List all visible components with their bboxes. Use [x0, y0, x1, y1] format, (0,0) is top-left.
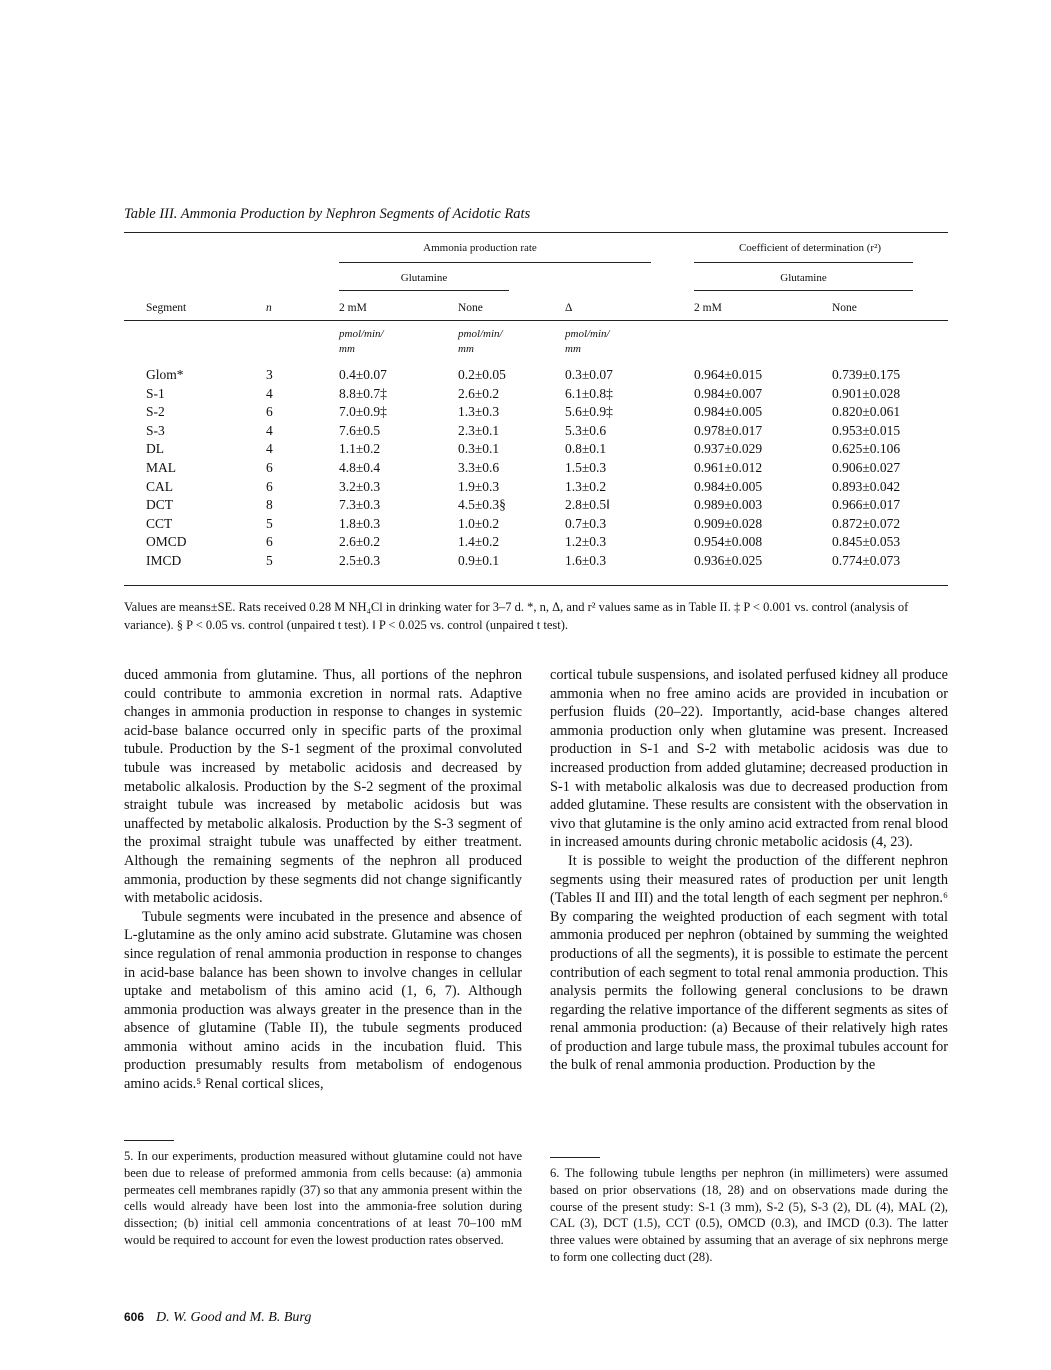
table-cell: 0.3±0.07: [565, 367, 613, 382]
table-cell: CCT: [146, 515, 173, 531]
paragraph: It is possible to weight the production of the different nephron segments using their measured rates of production per unit length (Tables II and III) and the total length of each segment per nephron.⁶ By comparing the weighted production of each segment with total ammonia produced per nephron (obtained by summing the weighted productions of all the segments), it is possible to estimate the percent contribution of each segment to total renal ammonia production. This analysis permits the following general conclusions to be drawn regarding the relative importance of the different segments as sites of renal ammonia production: (a) Because of their relatively high rates of production and large tubule mass, the proximal tubules account for the bulk of renal ammonia production. Production by the: [550, 852, 948, 1074]
paragraph: Tubule segments were incubated in the presence and absence of L-glutamine as the only amino acid substrate. Glutamine was chosen since regulation of renal ammonia production in response to changes in acid-base balance has been shown to involve changes in cellular uptake and metabolism of this amino acid (1, 6, 7). Although ammonia production was always greater in the presence than in the absence of glutamine (Table II), the tubule segments produced ammonia without amino acids in the incubation fluid. This production presumably results from metabolism of endogenous amino acids.⁵ Renal cortical slices,: [124, 908, 522, 1093]
table-cell: 7.6±0.5: [339, 422, 381, 438]
footnote-rule: [550, 1157, 600, 1158]
rule: [339, 290, 509, 291]
table-cell: 0.739±0.175: [832, 367, 901, 382]
table-cell: S-2: [146, 404, 165, 420]
table-cell: 5: [266, 515, 273, 531]
table-cell: 0.964±0.015: [694, 367, 763, 382]
table-row: [124, 404, 948, 423]
table-cell: 0.901±0.028: [832, 385, 901, 401]
table-cell: 0.984±0.005: [694, 404, 763, 420]
table-cell: 2.6±0.2: [458, 385, 500, 401]
col-header: 2 mM: [694, 302, 722, 314]
table-cell: 1.9±0.3: [458, 478, 500, 494]
col-header: None: [832, 302, 857, 314]
table-row: [124, 386, 948, 405]
col-header: None: [458, 302, 483, 314]
table-row: [124, 423, 948, 442]
table-row: [124, 367, 948, 386]
footnote-6: 6. The following tubule lengths per nephron (in millimeters) were assumed based on prior observations (18, 28) and on observations made during the course of the present study: S-1 (3 mm), S-2 (5), S-3 (2), DL (4), MAL (2), CAL (3), DCT (1.5), CCT (0.5), OMCD (0.3), and IMCD (0.3). The latter three values were obtained by assuming that an average of six nephrons merge to form one collecting duct (28).: [550, 1166, 948, 1264]
rule: [124, 320, 948, 321]
table-cell: 1.4±0.2: [458, 534, 500, 550]
table-cell: 6: [266, 404, 273, 420]
table-cell: 0.845±0.053: [832, 534, 901, 550]
rule: [694, 290, 913, 291]
table-cell: 0.625±0.106: [832, 441, 901, 457]
right-column: [550, 666, 948, 1075]
table-row: [124, 516, 948, 535]
table-cell: 6: [266, 460, 273, 475]
table-cell: S-1: [146, 385, 165, 401]
table-cell: OMCD: [146, 534, 187, 550]
table-cell: S-3: [146, 422, 165, 438]
table-cell: 1.2±0.3: [565, 534, 607, 550]
table-cell: 0.9±0.1: [458, 553, 500, 568]
table-cell: 0.3±0.1: [458, 441, 500, 457]
table-cell: 0.7±0.3: [565, 515, 607, 531]
table-cell: 5.6±0.9‡: [565, 404, 613, 420]
table-cell: 4: [266, 422, 273, 438]
page-footer: [124, 1310, 311, 1326]
group-header-rate: Ammonia production rate: [423, 242, 537, 254]
table-cell: IMCD: [146, 553, 182, 568]
table-notes: Values are means±SE. Rats received 0.28 M NH₄Cl in drinking water for 3–7 d. *, n, Δ, and r² values same as in Table II. ‡ P < 0.001 vs. control (analysis of variance). § P < 0.05 vs. control (unpaired t test). ‖ P < 0.025 vs. control (unpaired t test).: [124, 600, 909, 632]
paragraph: duced ammonia from glutamine. Thus, all portions of the nephron could contribute to ammonia excretion in normal rats. Adaptive changes in ammonia production in response to changes in systemic acid-base balance occurred only in specific parts of the proximal tubule. Production by the S-1 segment of the proximal convoluted tubule was increased by metabolic acidosis and decreased by metabolic alkalosis. Production by the S-2 segment of the proximal straight tubule was increased by metabolic acidosis but was unaffected by metabolic alkalosis. Production by the S-3 segment of the proximal straight tubule was unaffected by either treatment. Although the remaining segments of the nephron all produced ammonia, production by these segments did not change significantly with metabolic acidosis.: [124, 667, 522, 907]
table-cell: 0.984±0.005: [694, 478, 763, 494]
table-cell: 0.906±0.027: [832, 460, 901, 475]
table-cell: 0.872±0.072: [832, 515, 901, 531]
table-cell: CAL: [146, 478, 173, 494]
table-cell: Glom*: [146, 367, 184, 382]
table-cell: 1.3±0.3: [458, 404, 500, 420]
table-cell: 1.3±0.2: [565, 478, 607, 494]
table-cell: 0.954±0.008: [694, 534, 763, 550]
unit-label: pmol/min/ mm: [458, 328, 503, 355]
table-cell: 0.893±0.042: [832, 478, 901, 494]
table-cell: 0.953±0.015: [832, 422, 901, 438]
table-cell: DCT: [146, 497, 173, 513]
col-header: 2 mM: [339, 302, 367, 314]
table-cell: 1.1±0.2: [339, 441, 381, 457]
table-cell: 8.8±0.7‡: [339, 385, 387, 401]
table-cell: 5.3±0.6: [565, 422, 607, 438]
footnote-rule: [124, 1140, 174, 1141]
table-cell: 4.5±0.3§: [458, 497, 506, 513]
table-cell: 1.5±0.3: [565, 460, 607, 475]
table-cell: 7.3±0.3: [339, 497, 381, 513]
table-cell: 0.820±0.061: [832, 404, 901, 420]
table-top-rule: [124, 232, 948, 233]
table-cell: 3.3±0.6: [458, 460, 500, 475]
table-cell: 1.6±0.3: [565, 553, 607, 568]
table-row: [124, 497, 948, 516]
paragraph: cortical tubule suspensions, and isolated perfused kidney all produce ammonia when no free amino acids are provided in incubation or perfusion fluids (20–22). Importantly, acid-base changes altered ammonia production only when glutamine was present. Increased production in S-1 and S-2 with metabolic acidosis was due to increased production from added glutamine; decreased production in S-1 with metabolic alkalosis was due to decreased production from added glutamine. These results are consistent with the observation in vivo that glutamine is the only amino acid extracted from renal blood in increased amounts during chronic metabolic acidosis (4, 23).: [550, 667, 948, 851]
table-cell: 0.937±0.029: [694, 441, 763, 457]
table-cell: 3: [266, 367, 273, 382]
table-cell: 0.4±0.07: [339, 367, 387, 382]
table-cell: 2.8±0.5‖: [565, 497, 610, 513]
table-cell: 1.8±0.3: [339, 515, 381, 531]
table-cell: 2.5±0.3: [339, 553, 381, 568]
table-cell: 4: [266, 385, 273, 401]
table-cell: DL: [146, 441, 164, 457]
table-cell: 7.0±0.9‡: [339, 404, 387, 420]
table-cell: 0.8±0.1: [565, 441, 607, 457]
rule: [694, 262, 913, 263]
table-cell: 0.966±0.017: [832, 497, 901, 513]
unit-label: pmol/min/ mm: [339, 328, 384, 355]
col-header: n: [266, 302, 272, 314]
table-cell: 0.978±0.017: [694, 422, 763, 438]
col-header: Segment: [146, 302, 187, 314]
table-cell: 0.909±0.028: [694, 515, 763, 531]
table-cell: 8: [266, 497, 273, 513]
table-cell: 2.6±0.2: [339, 534, 381, 550]
table-cell: 3.2±0.3: [339, 478, 381, 494]
page-number: 606: [124, 1310, 145, 1324]
group-header-r2: Coefficient of determination (r²): [738, 242, 882, 254]
rule: [339, 262, 651, 263]
table-row: [124, 441, 948, 460]
table-cell: 0.936±0.025: [694, 553, 763, 568]
table-cell: 0.989±0.003: [694, 497, 763, 513]
table-cell: 0.984±0.007: [694, 385, 763, 401]
table-row: [124, 534, 948, 553]
table-row: [124, 553, 948, 572]
glutamine-header: Glutamine: [780, 272, 827, 284]
table-cell: 0.961±0.012: [694, 460, 763, 475]
table-cell: 1.0±0.2: [458, 515, 500, 531]
table-cell: MAL: [146, 460, 176, 475]
glutamine-header: Glutamine: [400, 272, 448, 284]
table-row: [124, 479, 948, 498]
table-cell: 4.8±0.4: [339, 460, 381, 475]
table-bottom-rule: [124, 585, 948, 586]
col-header: Δ: [565, 302, 573, 314]
table-cell: 6: [266, 534, 273, 550]
footnote-5: 5. In our experiments, production measured without glutamine could not have been due to release of preformed ammonia from cells because: (a) ammonia permeates cell membranes rapidly (37) so that any ammonia present within the cells would already have been lost into the ammonia-free solution during dissection; (b) initial cell ammonia concentrations of at least 70–100 mM would be required to account for even the lowest production rates observed.: [124, 1149, 522, 1247]
table-cell: 0.2±0.05: [458, 367, 506, 382]
authors: D. W. Good and M. B. Burg: [156, 1310, 312, 1325]
table-cell: 4: [266, 441, 273, 457]
table-caption: Table III. Ammonia Production by Nephron Segments of Acidotic Rats: [124, 206, 531, 222]
table-row: [124, 460, 948, 479]
table-cell: 5: [266, 553, 273, 568]
unit-label: pmol/min/ mm: [565, 328, 610, 355]
table-cell: 6.1±0.8‡: [565, 385, 613, 401]
table-cell: 6: [266, 478, 273, 494]
table-cell: 0.774±0.073: [832, 553, 901, 568]
table-cell: 2.3±0.1: [458, 422, 500, 438]
left-column: [124, 666, 522, 1094]
